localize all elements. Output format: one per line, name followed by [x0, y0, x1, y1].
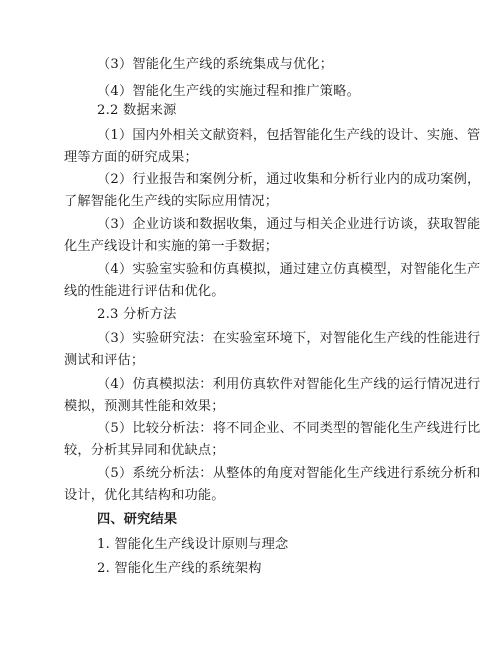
section-heading-data-source: 2.2 数据来源: [97, 103, 177, 118]
method-item-system-analysis-line-1: （5）系统分析法：从整体的角度对智能化生产线进行系统分析和: [97, 466, 481, 481]
data-source-item-2-line-2: 了解智能化生产线的实际应用情况；: [64, 194, 279, 209]
method-item-comparison-line-1: （5）比较分析法：将不同企业、不同类型的智能化生产线进行比: [97, 421, 481, 436]
method-item-experiment-line-1: （3）实验研究法：在实验室环境下，对智能化生产线的性能进行: [97, 331, 481, 346]
method-item-simulation-line-2: 模拟，预测其性能和效果；: [64, 399, 225, 414]
data-source-item-2-line-1: （2）行业报告和案例分析，通过收集和分析行业内的成功案例，: [97, 172, 481, 187]
list-item-4-implementation: （4）智能化生产线的实施过程和推广策略。: [97, 84, 360, 99]
data-source-item-1-line-2: 理等方面的研究成果；: [64, 150, 198, 165]
data-source-item-3-line-2: 化生产线设计和实施的第一手数据；: [64, 239, 279, 254]
data-source-item-1-line-1: （1）国内外相关文献资料，包括智能化生产线的设计、实施、管: [97, 128, 481, 143]
section-heading-analysis-method: 2.3 分析方法: [97, 307, 177, 322]
results-item-2: 2. 智能化生产线的系统架构: [97, 561, 262, 576]
method-item-system-analysis-line-2: 设计，优化其结构和功能。: [64, 488, 225, 503]
data-source-item-3-line-1: （3）企业访谈和数据收集，通过与相关企业进行访谈，获取智能: [97, 217, 481, 232]
method-item-experiment-line-2: 测试和评估；: [64, 353, 145, 368]
data-source-item-4-line-2: 线的性能进行评估和优化。: [64, 284, 225, 299]
method-item-simulation-line-1: （4）仿真模拟法：利用仿真软件对智能化生产线的运行情况进行: [97, 377, 481, 392]
list-item-3-integration: （3）智能化生产线的系统集成与优化；: [97, 57, 334, 72]
results-item-1: 1. 智能化生产线设计原则与理念: [97, 537, 289, 552]
data-source-item-4-line-1: （4）实验室实验和仿真模拟，通过建立仿真模型，对智能化生产: [97, 262, 481, 277]
section-heading-research-results: 四、研究结果: [97, 512, 178, 527]
method-item-comparison-line-2: 较，分析其异同和优缺点；: [64, 443, 225, 458]
